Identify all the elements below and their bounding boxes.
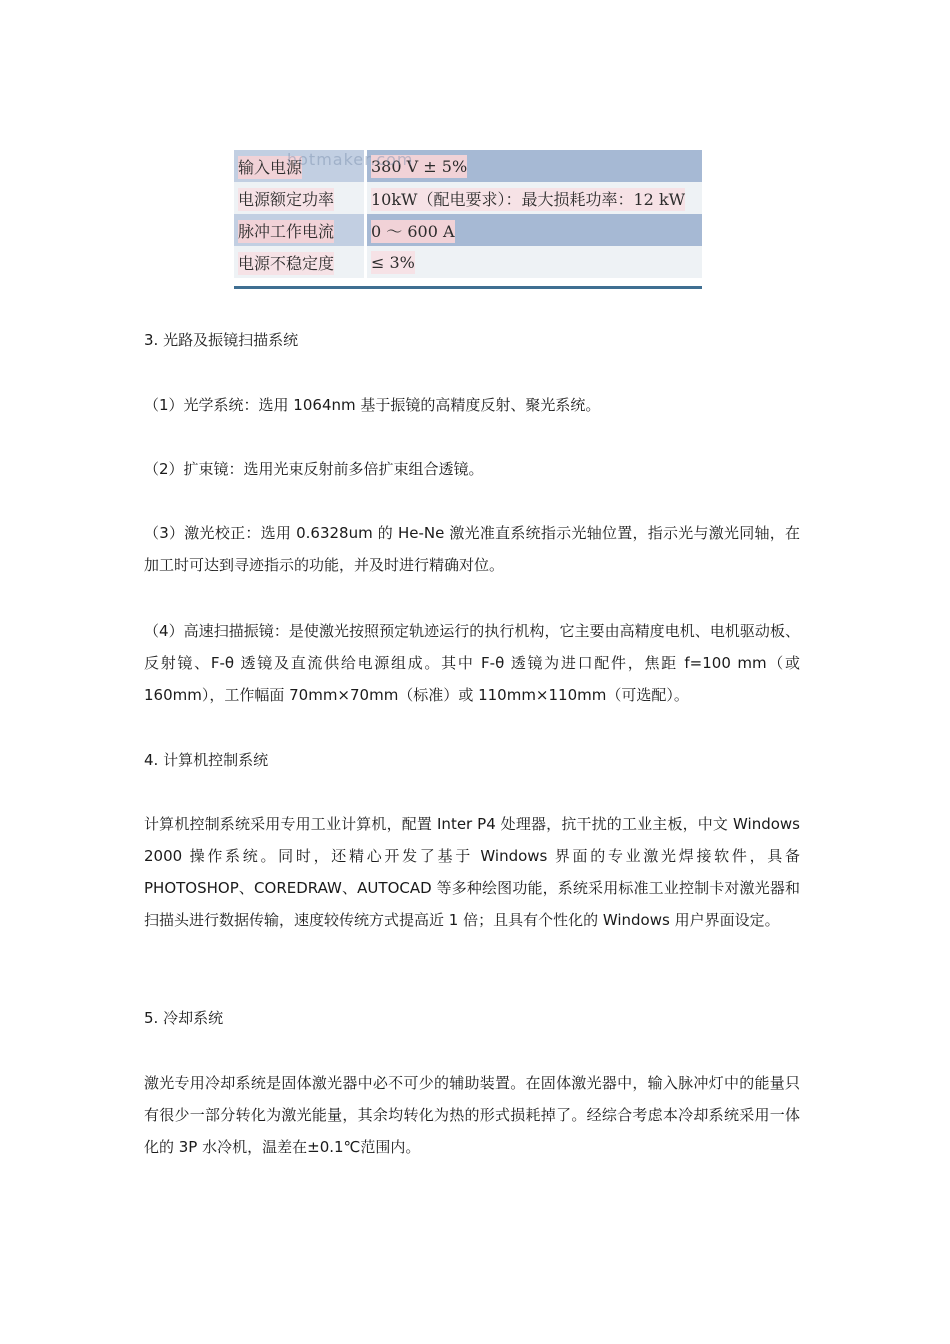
watermark: hotmaker.com (287, 150, 414, 169)
spec-label: 脉冲工作电流 (234, 214, 366, 246)
spec-row (234, 246, 702, 278)
spec-value: 380 V ± 5% (366, 150, 703, 182)
paragraph-cooling-system: 激光专用冷却系统是固体激光器中必不可少的辅助装置。在固体激光器中，输入脉冲灯中的能量只有很少一部分转化为激光能量，其余均转化为热的形式损耗掉了。经综合考虑本冷却系统采用一体化的 3P 水冷机，温差在±0.1℃范围内。 (144, 1074, 800, 1156)
paragraph-beam-expander: （2）扩束镜：选用光束反射前多倍扩束组合透镜。 (144, 460, 484, 478)
paragraph-computer-control: 计算机控制系统采用专用工业计算机，配置 Inter P4 处理器，抗干扰的工业主板，中文 Windows 2000 操作系统。同时，还精心开发了基于 Windows 界面的专业激光焊接软件，具备 PHOTOSHOP、COREDRAW、AUTOCAD 等多种绘图功能，系统采用标准工业控制卡对激光器和扫描头进行数据传输，速度较传统方式提高近 1 倍；且具有个性化的 Windows 用户界面设定。 (144, 815, 800, 929)
spec-value: 0 ～ 600 A (366, 214, 703, 246)
section-heading-optics: 3. 光路及振镜扫描系统 (144, 331, 299, 349)
spec-table (234, 150, 702, 278)
spec-row (234, 214, 702, 246)
paragraph-galvo-scanner: （4）高速扫描振镜：是使激光按照预定轨迹运行的执行机构，它主要由高精度电机、电机驱动板、反射镜、F-θ 透镜及直流供给电源组成。其中 F-θ 透镜为进口配件，焦距 f=100 mm（或 160mm），工作幅面 70mm×70mm（标准）或 110mm×110mm（可选配）。 (144, 622, 800, 704)
spec-label: 输入电源 (234, 150, 366, 182)
paragraph-laser-calibration: （3）激光校正：选用 0.6328um 的 He-Ne 激光准直系统指示光轴位置，指示光与激光同轴，在加工时可达到寻迹指示的功能，并及时进行精确对位。 (144, 524, 800, 574)
spec-label: 电源不稳定度 (234, 246, 366, 278)
spec-row (234, 182, 702, 214)
spec-value: 10kW（配电要求）：最大损耗功率：12 kW (366, 182, 703, 214)
table-bottom-rule (234, 286, 702, 289)
section-heading-computer: 4. 计算机控制系统 (144, 751, 269, 769)
spec-value: ≤ 3% (366, 246, 703, 278)
section-heading-cooling: 5. 冷却系统 (144, 1009, 224, 1027)
paragraph-optical-system: （1）光学系统：选用 1064nm 基于振镜的高精度反射、聚光系统。 (144, 396, 601, 414)
spec-label: 电源额定功率 (234, 182, 366, 214)
